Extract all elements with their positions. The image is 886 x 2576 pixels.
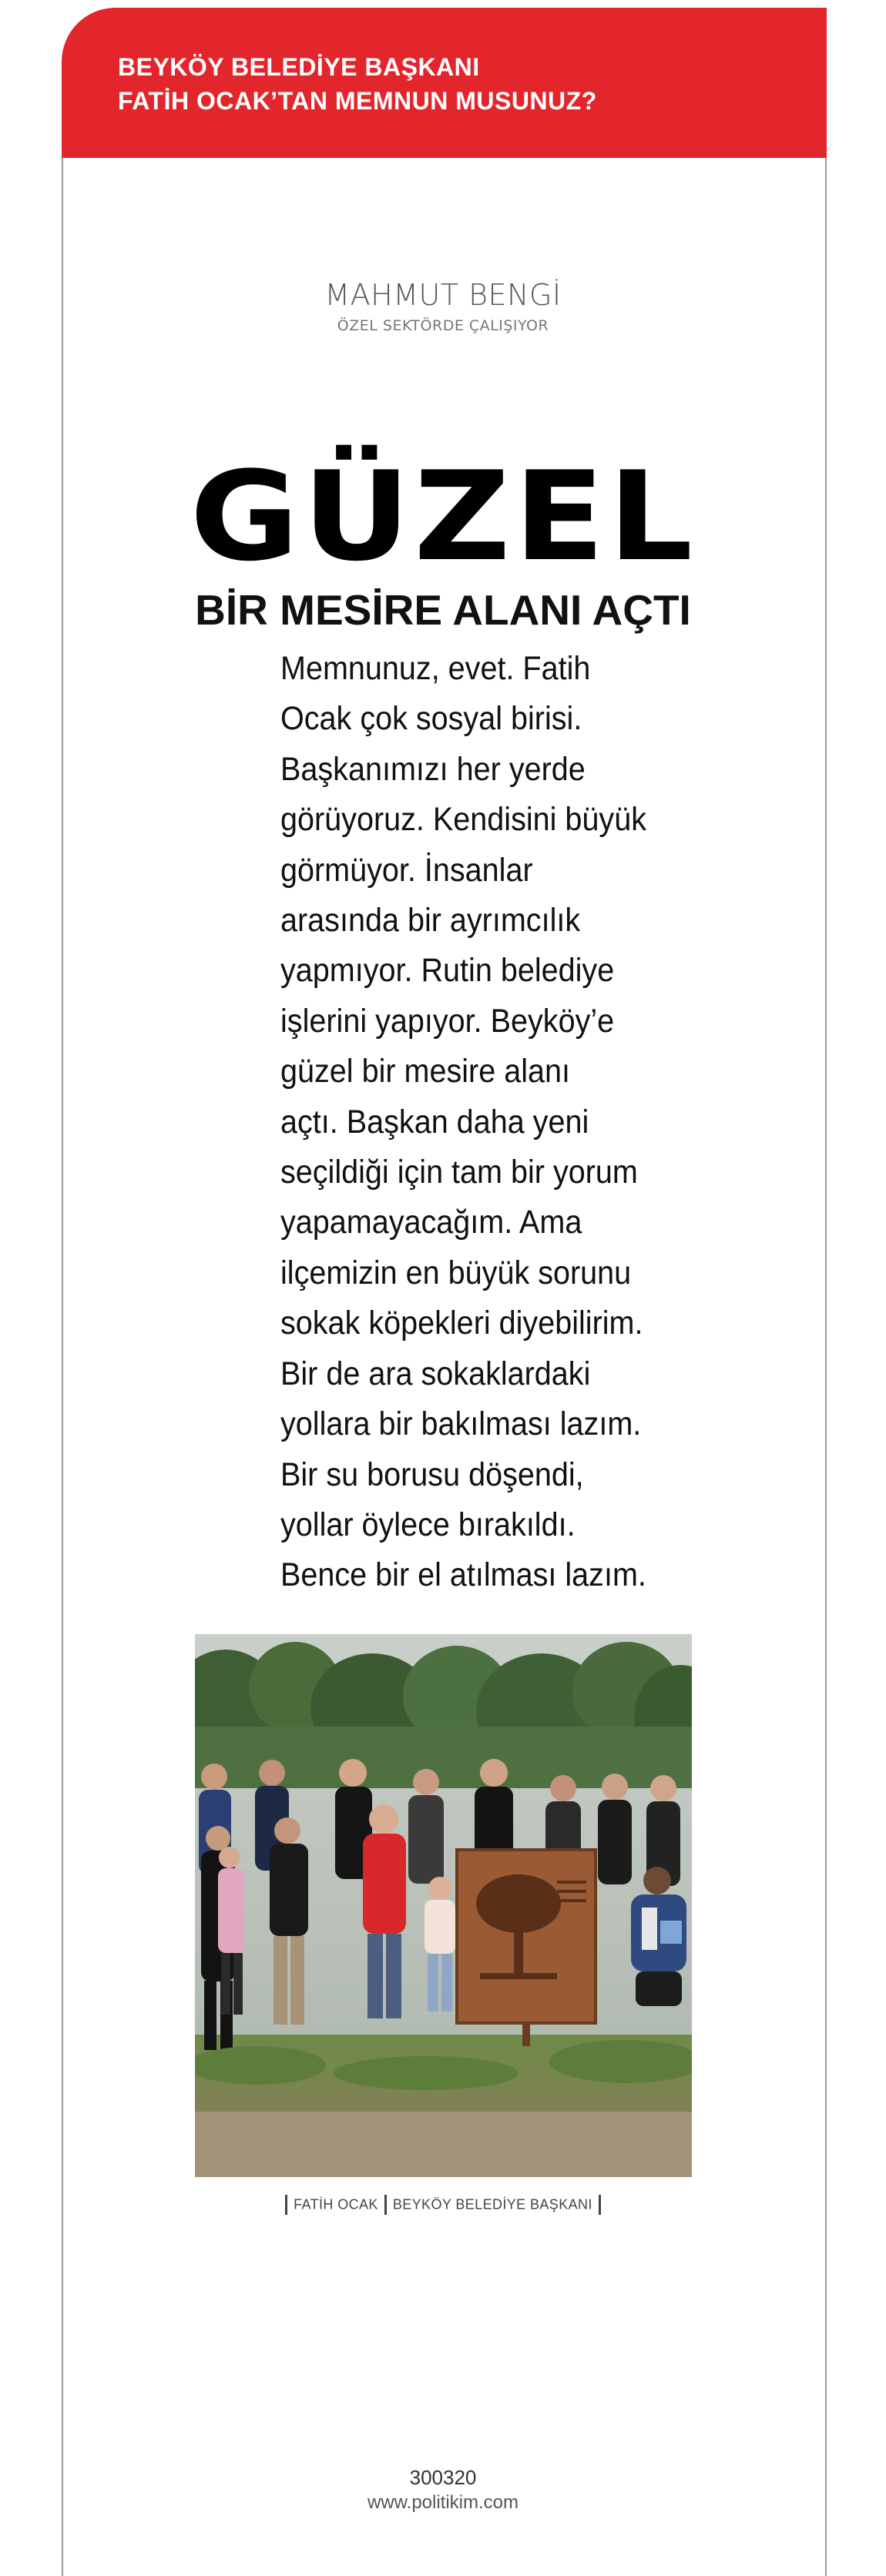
caption-title: BEYKÖY BELEDİYE BAŞKANI (392, 2196, 592, 2213)
body-line: yollara bir bakılması lazım. (280, 1405, 642, 1443)
subheadline: BİR MESİRE ALANI AÇTI (195, 586, 691, 634)
body-line: sokak köpekleri diyebilirim. (280, 1305, 643, 1342)
body-line: yapamayacağım. Ama (280, 1204, 582, 1241)
body-line: görmüyor. İnsanlar (280, 851, 533, 889)
footer-website: www.politikim.com (367, 2492, 519, 2513)
author-role: ÖZEL SEKTÖRDE ÇALIŞIYOR (337, 317, 549, 334)
body-line: seçildiği için tam bir yorum (280, 1154, 638, 1191)
body-line: güzel bir mesire alanı (280, 1053, 571, 1090)
article-body (280, 644, 646, 1601)
body-line: Bence bir el atılması lazım. (280, 1556, 646, 1594)
header-banner (62, 8, 827, 158)
photo-caption (0, 2195, 886, 2215)
caption-divider (384, 2195, 387, 2215)
body-line: arasında bir ayrımcılık (280, 902, 581, 940)
footer-code: 300320 (409, 2466, 477, 2489)
body-line: Bir su borusu döşendi, (280, 1455, 584, 1493)
body-line: açtı. Başkan daha yeni (280, 1103, 589, 1141)
headline: GÜZEL (190, 444, 696, 588)
body-line: Bir de ara sokaklardaki (280, 1355, 591, 1392)
author-name: MAHMUT BENGİ (324, 278, 562, 312)
body-line: Başkanımızı her yerde (280, 750, 586, 788)
body-line: yapmıyor. Rutin belediye (280, 952, 615, 990)
caption-name: FATİH OCAK (294, 2196, 378, 2213)
body-line: görüyoruz. Kendisini büyük (280, 801, 646, 839)
caption-divider (285, 2195, 287, 2215)
header-line-2: FATİH OCAK’TAN MEMNUN MUSUNUZ? (118, 87, 597, 115)
header-line-1: BEYKÖY BELEDİYE BAŞKANI (118, 53, 480, 81)
body-line: Ocak çok sosyal birisi. (280, 700, 582, 738)
body-line: Memnunuz, evet. Fatih (280, 650, 591, 687)
page-footer (0, 2464, 886, 2515)
group-photo-illustration (195, 1634, 692, 2177)
body-line: yollar öylece bırakıldı. (280, 1506, 576, 1543)
body-line: işlerini yapıyor. Beyköy’e (280, 1002, 615, 1040)
author-block (0, 277, 886, 334)
group-photo (195, 1634, 692, 2177)
caption-divider (599, 2195, 601, 2215)
body-line: ilçemizin en büyük sorunu (280, 1254, 632, 1291)
